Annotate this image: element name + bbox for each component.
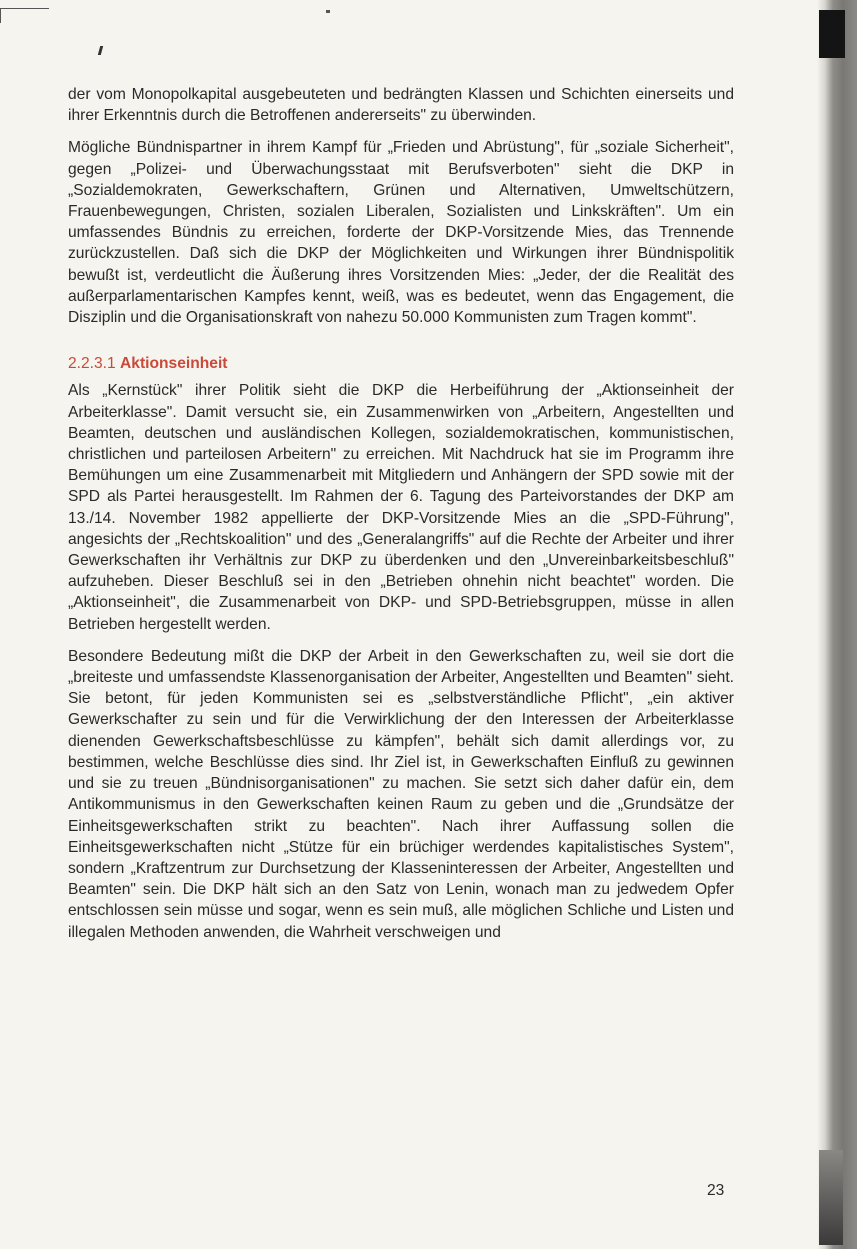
page-number: 23 [707,1182,725,1199]
section-title: Aktionseinheit [120,355,228,373]
spine-top-block [819,10,845,58]
spine-bottom-shade [819,1150,843,1245]
paragraph-trade-unions: Besondere Bedeutung mißt die DKP der Arbeit in den Gewerkschaften zu, weil sie dort die „breiteste und umfassendste Klassenorganisation der Arbeiter, Angestellten und Beamten" sieht. Sie betont, für jeden Kommunisten sei es „selbstverständliche Pflicht", „ein aktiver Gewerkschafter zu sein und für die Verwirklichung der den Interessen der Arbeiterklasse dienenden Gewerkschaftsbeschlüsse zu kämpfen", behält sich damit allerdings vor, zu bestimmen, welche Beschlüsse dies sind. Ihr Ziel ist, in Gewerkschaften Einfluß zu gewinnen und sie zu treuen „Bündnisorganisationen" zu machen. Sie setzt sich daher dafür ein, dem Antikommunismus in den Gewerkschaften keinen Raum zu geben und die „Grundsätze der Einheitsgewerkschaften strikt zu beachten". Nach ihrer Auffassung sollen die Einheitsgewerkschaften nicht „Stütze für ein brüchiger werdendes kapitalistisches System", sondern „Kraftzentrum zur Durchsetzung der Klasseninteressen der Arbeiter, Angestellten und Beamten" sein. Die DKP hält sich an den Satz von Lenin, wonach man zu jedwedem Opfer entschlossen sein müsse und sogar, wenn es sein muß, alle möglichen Schliche und Listen und illegalen Methoden anwenden, die Wahrheit verschweigen und [68,647,734,941]
page-body [68,84,734,954]
section-number: 2.2.3.1 [68,355,116,373]
margin-mark [98,46,103,55]
paragraph-continuation: der vom Monopolkapital ausgebeuteten und bedrängten Klassen und Schichten einerseits und ihrer Erkenntnis durch die Betroffenen andererseits" zu überwinden. [68,86,734,125]
book-spine-shadow [817,0,857,1249]
crop-mark [0,8,49,23]
section-heading [68,353,734,374]
paragraph-alliance-partners: Mögliche Bündnispartner in ihrem Kampf für „Frieden und Abrüstung", für „soziale Sicherheit", gegen „Polizei- und Überwachungsstaat mit Berufsverboten" sieht die DKP in „Sozialdemokraten, Gewerkschaftern, Grünen und Alternativen, Umweltschützern, Frauenbewegungen, Christen, sozialen Liberalen, Sozialisten und Linkskräften". Um ein umfassendes Bündnis zu erreichen, forderte der DKP-Vorsitzende Mies, das Trennende zurückzustellen. Daß sich die DKP der Möglichkeiten und Wirkungen ihrer Bündnispolitik bewußt ist, verdeutlicht die Äußerung ihres Vorsitzenden Mies: „Jeder, der die Realität des außerparlamentarischen Kampfes kennt, weiß, was es bedeutet, wenn das Engagement, die Disziplin und die Organisationskraft von nahezu 50.000 Kommunisten zum Tragen kommt". [68,139,734,327]
scan-speck [326,10,330,13]
paragraph-action-unity: Als „Kernstück" ihrer Politik sieht die DKP die Herbeiführung der „Aktionseinheit der Arbeiterklasse". Damit versucht sie, ein Zusammenwirken von „Arbeitern, Angestellten und Beamten, deutschen und ausländischen Kollegen, sozialdemokratischen, kommunistischen, christlichen und parteilosen Arbeitern" zu erreichen. Mit Nachdruck hat sie im Programm ihre Bemühungen um eine Zusammenarbeit mit Mitgliedern und Anhängern der SPD sowie mit der SPD als Partei herausgestellt. Im Rahmen der 6. Tagung des Parteivorstandes der DKP am 13./14. November 1982 appellierte der DKP-Vorsitzende Mies an die „SPD-Führung", angesichts der „Rechtskoalition" und des „Generalangriffs" auf die Rechte der Arbeiter und ihrer Gewerkschaften ihr Verhältnis zur DKP zu überdenken und den „Unvereinbarkeitsbeschluß" aufzuheben. Dieser Beschluß sei in den „Betrieben ohnehin nicht beachtet" worden. Die „Aktionseinheit", die Zusammenarbeit von DKP- und SPD-Betriebsgruppen, müsse in allen Betrieben hergestellt werden. [68,382,734,633]
